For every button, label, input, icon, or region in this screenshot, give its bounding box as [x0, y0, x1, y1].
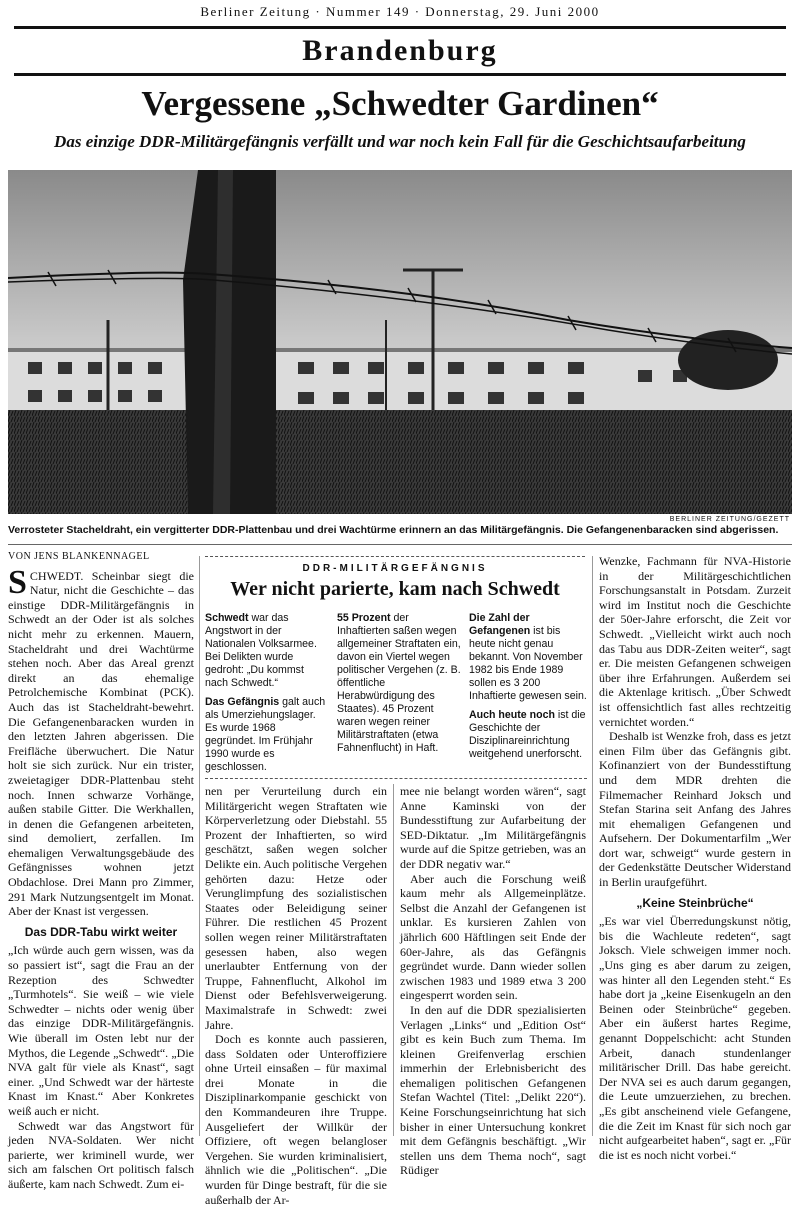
column-divider-1 [199, 556, 200, 1136]
col3-para-2: Aber auch die Forschung weiß kaum mehr als Allgemeinplätze. Selbst die Anzahl der Gefangenen ist unklar. Es kursieren Zahlen von jährlich 600 Häftlingen seit Ende der 60er-Jahre, als das Gefängnis gegründet wurde. Dann wieder sollen zwischen 1983 und 1989 etwa 3 200 eingesperrt worden sein. [400, 871, 586, 1003]
col1-para-1-text: CHWEDT. Scheinbar siegt die Natur, nicht die Geschichte – das einstige DDR-Militärgefängnis in Schwedt an der Oder ist als solches nicht mehr zu erkennen. Mauern, Stacheldraht und drei Wachtürme stehen noch. Aber das Areal grenzt direkt an das ehemalige Petrolchemische Kombinat (PCK). Auch das ist Stacheldraht-bewehrt. Die Gefangenenbaracken wurden in den letzten Jahren abgerissen. Die Freifläche überwuchert. Die Natur holt sie sich zurück. Nur ein trister, zweietagiger DDR-Plattenbau steht noch. Innen schwarze Vorhänge, außen stabile Gitter. Die Werkhallen, in denen die Gefangenen arbeiteten, sind demoliert, zerfallen. Im ehemaligen Verwaltungsgebäude des Gefängnisses wohnen jetzt Obdachlose. Drei Mann pro Zimmer, 291 Mark Nutzungsentgelt im Monat. Aber der Knast ist vergessen. [8, 568, 194, 919]
column-divider-2 [393, 784, 394, 1136]
column-2 [205, 784, 387, 1207]
prison-photo-illustration [8, 170, 792, 514]
masthead: Berliner Zeitung · Nummer 149 · Donnerstag, 29. Juni 2000 [200, 4, 600, 19]
column-4 [599, 554, 791, 1162]
col4-para-2: Deshalb ist Wenzke froh, dass es jetzt einen Film über das Gefängnis gibt. Kofinanziert von der Bundesstiftung und dem MDR drehten die Filmemacher Reinhard Joksch und Stefan Starina seit Anfang des Jahres mit ehemaligen Gefangenen und Aufsehern. Der Dokumentarfilm „Wer dort war, schweigt“ wurde gestern in der Gedenkstätte Deutscher Widerstand in Berlin uraufgeführt. [599, 729, 791, 890]
col4-para-1: Wenzke, Fachmann für NVA-Historie in der Militärgeschichtlichen Forschungsanstalt in Potsdam. Zurzeit wird im Institut noch die Geschichte der 50er-Jahre erforscht, die Zeit vor Schwedt. „Vielleicht wirkt auch noch das Tabu aus DDR-Zeiten weiter“, sagt er. Die meisten Gefangenen schweigen über ihre Erfahrungen. Außerdem sei die Aktenlage kritisch. „Über Schwedt ist offensichtlich fast alles rechtzeitig vernichtet worden.“ [599, 554, 791, 729]
info-box-col-2 [337, 612, 461, 761]
caption-rule [8, 544, 792, 545]
col1-para-3: Schwedt war das Angstwort für jeden NVA-Soldaten. Wer nicht parierte, wer kriminell wurde, wer sich am falschen Ort politisch falsch äußerte, kam nach Schwedt. Zum ei- [8, 1118, 194, 1191]
info-box-item: Schwedt war das Angstwort in der Nationalen Volksarmee. Bei Delikten wurde gedroht: „Du kommst nach Schwedt.“ [205, 612, 317, 689]
col2-para-1: nen per Verurteilung durch ein Militärgericht wegen Straftaten wie Körperverletzung oder Diebstahl. 55 Prozent der Inhaftierten, so wird geschätzt, saßen wegen solcher Delikte ein. Auch politische Vergehen gehörten dazu: Hetze oder Verunglimpfung des sozialistischen Staates oder Beleidigung seiner Führer. Die restlichen 45 Prozent sollen wegen reiner Militärstraftaten gesessen haben, also wegen unerlaubter Entfernung von der Truppe, Fahnenflucht, Alkohol im Dienst oder Befehlsverweigerung. Maximalstrafe in Schwedt: zwei Jahre. [205, 784, 387, 1032]
col3-para-1: mee nie belangt worden wären“, sagt Anne Kaminski von der Bundesstiftung zur Aufarbeitung der SED-Diktatur. „Im Militärgefängnis wurde auf die Spitze getrieben, was an der DDR negativ war.“ [400, 784, 586, 871]
deck: Das einzige DDR-Militärgefängnis verfällt und war noch kein Fall für die Geschichtsaufarbeitung [54, 132, 746, 151]
section-title: Brandenburg [14, 26, 786, 76]
info-box-item: Auch heute noch ist die Geschichte der Disziplinareinrichtung weitgehend unerforscht. [469, 709, 586, 760]
photo-caption: Verrosteter Stacheldraht, ein vergitterter DDR-Plattenbau und drei Wachtürme erinnern an das Militärgefängnis. Die Gefangenenbaracken sind abgerissen. [8, 524, 779, 536]
info-box-item: Die Zahl der Gefangenen ist bis heute nicht genau bekannt. Von November 1982 bis Ende 1989 sollen es 3 200 Inhaftierte gewesen sein. [469, 612, 587, 702]
info-box-bottom-rule [205, 778, 587, 779]
col1-subhead: Das DDR-Tabu wirkt weiter [24, 924, 178, 939]
col2-para-2: Doch es konnte auch passieren, dass Soldaten oder Unteroffiziere ohne Urteil einsaßen – für maximal drei Monate in die Disziplinarkompanie geschickt von den Kommandeuren ihre Truppe. Ausgeliefert der Willkür der Offiziere, oft wegen belangloser Vergehen. Sie wurden kriminalisiert, ähnlich wie die „Politischen“. „Die wurden für Dinge bestraft, für die sie außerhalb der Ar- [205, 1032, 387, 1207]
info-box-col-1 [205, 612, 329, 780]
photo-credit: BERLINER ZEITUNG/GEZETT [669, 516, 790, 523]
column-divider-3 [592, 556, 593, 1136]
col4-subhead: „Keine Steinbrüche“ [636, 895, 754, 910]
col1-para-2: „Ich würde auch gern wissen, was da so passiert ist“, sagt die Frau an der Rezeption des Schwedter „Turmhotels“. Sie weiß – wie viele Schwedter – nichts oder wenig über das einzige DDR-Militärgefängnis. Wie überall im Osten lebt nur der Mythos, die Legende „Schwedt“. „Die NVA galt für viele als Knast“, sagt einer. „Und Schwedt war der härteste Knast im Knast.“ Aber Konkretes weiß auch er nicht. [8, 943, 194, 1118]
col3-para-3: In den auf die DDR spezialisierten Verlagen „Links“ und „Edition Ost“ gibt es kein Buch zum Thema. Im kleinen Greifenverlag erschien immerhin der Erlebnisbericht des ehemaligen politischen Gefangenen Stefan Wachtel (Titel: „Delikt 220“). Keine Forschungseinrichtung hat sich bisher in einer Untersuchung konkret mit dem Gefängnis beschäftigt. „Wir stellen uns dem Thema noch“, sagt Rüdiger [400, 1002, 586, 1178]
dropcap: S [8, 563, 27, 601]
column-1 [8, 550, 194, 1192]
prison-photo [8, 170, 792, 514]
info-box-item: Das Gefängnis galt auch als Umerziehungslager. Es wurde 1968 gegründet. Im Frühjahr 1990 wurde es geschlossen. [205, 696, 326, 773]
info-box-title: Wer nicht parierte, kam nach Schwedt [230, 578, 560, 600]
col4-para-3: „Es war viel Überredungskunst nötig, bis die Wachleute redeten“, sagt Joksch. Viele schweigen immer noch. „Uns ging es aber darum zu zeigen, was hinter all den Legenden steht.“ Es habe dort ja „keine Eisenkugeln an den Beinen oder Steinbrüche“ gegeben. Aber ein äußerst hartes Regime, genannt Doppelschicht: acht Stunden Arbeit, danach stundenlanger militärischer Drill. Das habe gereicht. Der NVA sei es auch darum gegangen, die Leute umzuerziehen, zu brechen. „Es gibt anscheinend viele Gefangene, die die Zeit im Knast für sich noch gar nicht aufgearbeitet haben“, sagt er. „Für die ist es noch nicht vorbei.“ [599, 914, 791, 1162]
headline: Vergessene „Schwedter Gardinen“ [141, 84, 659, 123]
byline: VON JENS BLANKENNAGEL [8, 551, 150, 562]
info-box-kicker: DDR-MILITÄRGEFÄNGNIS [205, 556, 585, 574]
column-3 [400, 784, 586, 1178]
info-box-header [205, 556, 585, 601]
info-box-col-3 [469, 612, 587, 767]
info-box-item: 55 Prozent der Inhaftierten saßen wegen allgemeiner Straftaten ein, davon ein Viertel wegen politischer Vergehen (z. B. öffentliche Herabwürdigung des Staates). 45 Prozent waren wegen reiner Militärstraftaten (etwa Fahnenflucht) in Haft. [337, 612, 461, 754]
col1-para-1 [8, 563, 194, 919]
